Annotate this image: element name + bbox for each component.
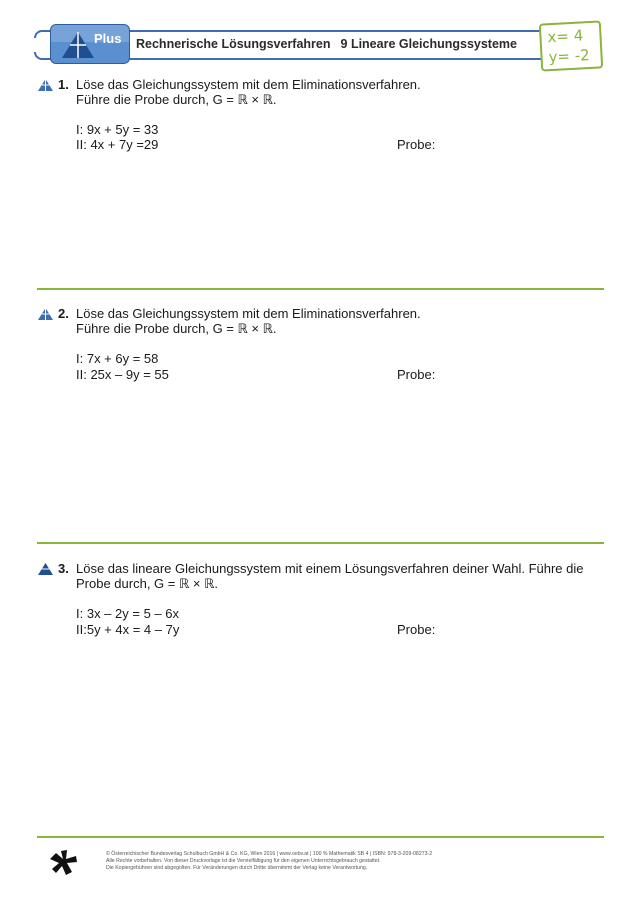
equation-1: I: 7x + 6y = 58 [76, 351, 159, 366]
answer-x: x= 4 [547, 26, 584, 47]
task-instruction: Löse das Gleichungssystem mit dem Eliminationsverfahren. Führe die Probe durch, G = ℝ × ℝ. [76, 77, 421, 107]
difficulty-triangle-icon [38, 308, 53, 320]
equation-2: II: 4x + 7y =29 [76, 137, 159, 152]
probe-label: Probe: [397, 137, 436, 152]
section-divider [37, 288, 604, 290]
probe-label: Probe: [397, 367, 436, 382]
copyright-notice: © Österreichischer Bundesverlag Schulbuch GmbH & Co. KG, Wien 2016 | www.oebv.at | 100 % Mathematik SB 4 | ISBN: 978-3-209-08273-2 Alle Rechte vorbehalten. Von dieser Druckvorlage ist die Vervielfältigung für den eigenen Unterrichtsgebrauch gestattet. Die Kopiergebühren sind abgegolten. Für Veränderungen durch Dritte übernimmt der Verlag keine Verantwortung. [106, 851, 433, 871]
triangle-logo-icon [61, 31, 95, 59]
section-divider [37, 542, 604, 544]
task-instruction: Löse das lineare Gleichungssystem mit einem Lösungsverfahren deiner Wahl. Führe die Probe durch, G = ℝ × ℝ. [76, 561, 584, 591]
equation-2: II:5y + 4x = 4 – 7y [76, 622, 180, 637]
probe-label: Probe: [397, 622, 436, 637]
chapter-title: 9 Lineare Gleichungssysteme [340, 37, 517, 51]
task-number: 3. [58, 561, 69, 576]
handwritten-answer [539, 20, 603, 71]
logo-label: Plus [94, 31, 122, 46]
equation-1: I: 9x + 5y = 33 [76, 122, 159, 137]
section-divider [37, 836, 604, 838]
topic-title: Rechnerische Lösungsverfahren [136, 37, 331, 51]
page-title [136, 37, 523, 51]
task-number: 1. [58, 77, 69, 92]
equation-2: II: 25x – 9y = 55 [76, 367, 169, 382]
plus-logo [50, 24, 130, 64]
task-instruction: Löse das Gleichungssystem mit dem Eliminationsverfahren. Führe die Probe durch, G = ℝ × ℝ. [76, 306, 421, 336]
publisher-logo-icon [50, 850, 78, 876]
equation-1: I: 3x – 2y = 5 – 6x [76, 606, 179, 621]
difficulty-triangle-icon [38, 563, 53, 575]
task-number: 2. [58, 306, 69, 321]
difficulty-triangle-icon [38, 79, 53, 91]
answer-y: y= -2 [548, 46, 591, 67]
